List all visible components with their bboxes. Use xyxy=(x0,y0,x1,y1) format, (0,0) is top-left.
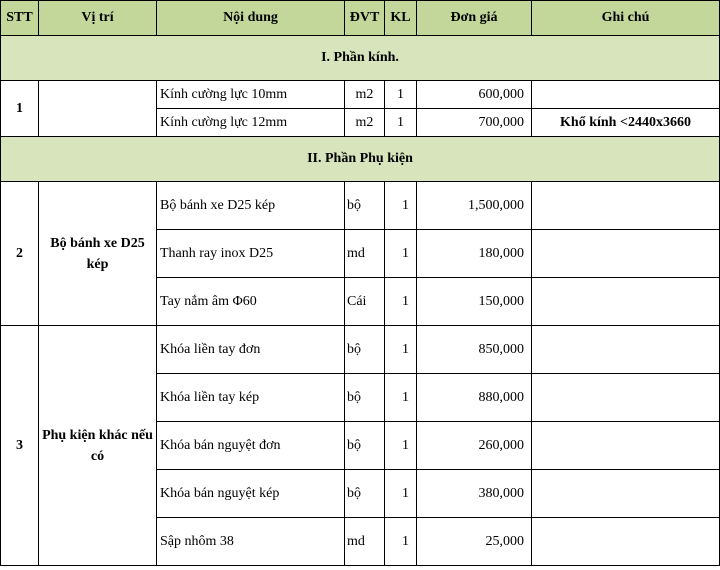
ghi-chu-cell xyxy=(532,470,720,518)
dvt-cell: m2 xyxy=(345,81,385,109)
noi-dung-cell: Khóa bán nguyệt kép xyxy=(157,470,345,518)
header-row xyxy=(1,1,720,36)
header-don-gia: Đơn giá xyxy=(417,1,532,36)
header-noi-dung: Nội dung xyxy=(157,1,345,36)
kl-cell: 1 xyxy=(385,81,417,109)
don-gia-cell: 150,000 xyxy=(417,278,532,326)
kl-cell: 1 xyxy=(385,109,417,137)
don-gia-cell: 1,500,000 xyxy=(417,182,532,230)
section-title-row xyxy=(1,36,720,81)
noi-dung-cell: Khóa bán nguyệt đơn xyxy=(157,422,345,470)
noi-dung-cell: Sập nhôm 38 xyxy=(157,518,345,566)
header-dvt: ĐVT xyxy=(345,1,385,36)
dvt-cell: md xyxy=(345,230,385,278)
header-stt: STT xyxy=(1,1,39,36)
ghi-chu-cell xyxy=(532,326,720,374)
stt-cell: 1 xyxy=(1,81,39,137)
kl-cell: 1 xyxy=(385,326,417,374)
dvt-cell: bộ xyxy=(345,182,385,230)
vi-tri-cell xyxy=(39,81,157,137)
kl-cell: 1 xyxy=(385,518,417,566)
kl-cell: 1 xyxy=(385,374,417,422)
noi-dung-cell: Bộ bánh xe D25 kép xyxy=(157,182,345,230)
ghi-chu-cell xyxy=(532,374,720,422)
stt-cell: 3 xyxy=(1,326,39,566)
dvt-cell: bộ xyxy=(345,470,385,518)
dvt-cell: m2 xyxy=(345,109,385,137)
don-gia-cell: 880,000 xyxy=(417,374,532,422)
don-gia-cell: 600,000 xyxy=(417,81,532,109)
kl-cell: 1 xyxy=(385,278,417,326)
noi-dung-cell: Khóa liền tay đơn xyxy=(157,326,345,374)
don-gia-cell: 700,000 xyxy=(417,109,532,137)
header-vi-tri: Vị trí xyxy=(39,1,157,36)
vi-tri-cell: Bộ bánh xe D25 kép xyxy=(39,182,157,326)
ghi-chu-cell xyxy=(532,81,720,109)
dvt-cell: Cái xyxy=(345,278,385,326)
kl-cell: 1 xyxy=(385,422,417,470)
dvt-cell: md xyxy=(345,518,385,566)
kl-cell: 1 xyxy=(385,470,417,518)
dvt-cell: bộ xyxy=(345,422,385,470)
noi-dung-cell: Kính cường lực 12mm xyxy=(157,109,345,137)
noi-dung-cell: Thanh ray inox D25 xyxy=(157,230,345,278)
noi-dung-cell: Kính cường lực 10mm xyxy=(157,81,345,109)
ghi-chu-cell xyxy=(532,518,720,566)
kl-cell: 1 xyxy=(385,230,417,278)
noi-dung-cell: Tay nắm âm Φ60 xyxy=(157,278,345,326)
don-gia-cell: 180,000 xyxy=(417,230,532,278)
ghi-chu-cell: Khổ kính <2440x3660 xyxy=(532,109,720,137)
don-gia-cell: 380,000 xyxy=(417,470,532,518)
table-row xyxy=(1,326,720,374)
stt-cell: 2 xyxy=(1,182,39,326)
header-ghi-chu: Ghi chú xyxy=(532,1,720,36)
noi-dung-cell: Khóa liền tay kép xyxy=(157,374,345,422)
ghi-chu-cell xyxy=(532,278,720,326)
table-row xyxy=(1,182,720,230)
header-kl: KL xyxy=(385,1,417,36)
ghi-chu-cell xyxy=(532,182,720,230)
dvt-cell: bộ xyxy=(345,326,385,374)
ghi-chu-cell xyxy=(532,230,720,278)
vi-tri-cell: Phụ kiện khác nếu có xyxy=(39,326,157,566)
don-gia-cell: 25,000 xyxy=(417,518,532,566)
don-gia-cell: 850,000 xyxy=(417,326,532,374)
section2-title: II. Phần Phụ kiện xyxy=(1,137,720,182)
section-title-row xyxy=(1,137,720,182)
section1-title: I. Phần kính. xyxy=(1,36,720,81)
kl-cell: 1 xyxy=(385,182,417,230)
table-row xyxy=(1,81,720,109)
dvt-cell: bộ xyxy=(345,374,385,422)
don-gia-cell: 260,000 xyxy=(417,422,532,470)
ghi-chu-cell xyxy=(532,422,720,470)
